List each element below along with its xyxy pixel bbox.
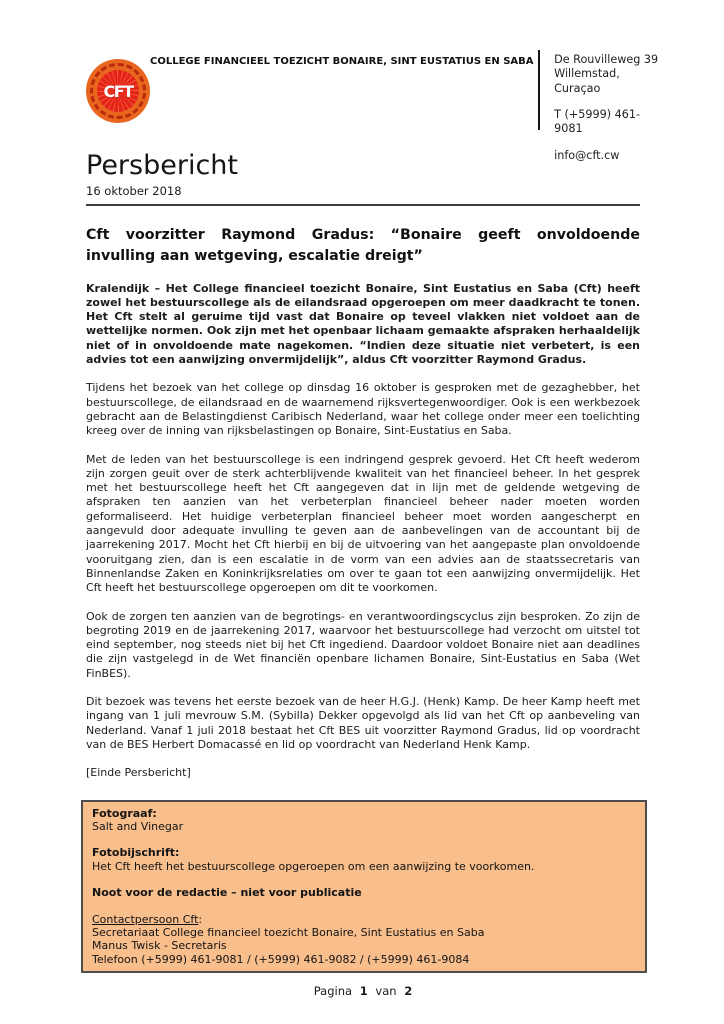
contact-person-line: Manus Twisk - Secretaris [92,939,227,953]
photographer-value: Salt and Vinegar [92,819,184,833]
photo-caption-value: Het Cft heeft het bestuurscollege opgeroepen om een aanwijzing te voorkomen. [92,859,535,873]
photo-caption-label: Fotobijschrift: [92,846,180,860]
body-paragraph: Dit bezoek was tevens het eerste bezoek van de heer H.G.J. (Henk) Kamp. De heer Kamp heeft met ingang van 1 juli mevrouw S.M. (Sybilla) Dekker opgevolgd als lid van het Cft op aanbeveling van Nederland. Vanaf 1 juli 2018 bestaat het Cft BES uit voorzitter Raymond Gradus, lid op voordracht van de BES Herbert Domacassé en lid op voordracht van Nederland Henk Kamp. [86,695,640,751]
footer-conjunction: van [375,984,397,999]
contact-person-label: Contactpersoon Cft [92,912,199,926]
document-type-title: Persbericht [86,150,238,181]
contact-phone: T (+5999) 461-9081 [554,107,641,136]
contact-address-line1: De Rouvilleweg 39 [554,53,659,66]
footer-prefix: Pagina [313,984,353,999]
lead-paragraph: Kralendijk – Het College financieel toezicht Bonaire, Sint Eustatius en Saba (Cft) heeft zowel het bestuurscollege als de eilandsraad opgeroepen om meer daadkracht te tonen. Het Cft stelt al geruime tijd vast dat Bonaire op teveel vlakken niet voldoet aan de wettelijke normen. Ook zijn met het openbaar lichaam gemaakte afspraken herhaaldelijk niet of in onvoldoende mate nagekomen. “Indien deze situatie niet verbetert, is een advies tot een aanwijzing onvermijdelijk”, aldus Cft voorzitter Raymond Gradus. [86,281,640,367]
footer-total-pages: 2 [404,984,413,999]
contact-person-line: Secretariaat College financieel toezicht Bonaire, Sint Eustatius en Saba [92,925,485,939]
photographer-label: Fotograaf: [92,806,157,820]
contact-person-heading [92,913,636,926]
document-body [86,150,640,998]
contact-person-group [92,913,636,967]
contact-address-line2: Willemstad, Curaçao [554,67,620,95]
document-date: 16 oktober 2018 [86,184,182,198]
contact-email: info@cft.cw [554,148,620,162]
photographer-group [92,807,636,834]
organization-title: COLLEGE FINANCIEEL TOEZICHT BONAIRE, SINT EUSTATIUS EN SABA [150,56,534,67]
photo-caption-group [92,846,636,873]
body-paragraph: Met de leden van het bestuurscollege is een indringend gesprek gevoerd. Het Cft heeft wederom zijn zorgen geuit over de sterk achterblijvende kwaliteit van het financieel beheer. In het gesprek met het bestuurscollege heeft het Cft aangegeven dat in lijn met de geldende wetgeving de afspraken ten aanzien van het verbeterplan financieel beheer nader moeten worden geformaliseerd. Het huidige verbeterplan financieel beheer moet worden aangescherpt en aangevuld door adequate invulling te geven aan de aanbevelingen van de accountant bij de jaarrekening 2017. Mocht het Cft hierbij en bij de uitvoering van het aangepaste plan onvoldoende vooruitgang zien, dan is een escalatie in de vorm van een advies aan de staatssecretaris van Binnenlandse Zaken en Koninkrijksrelaties om over te gaan tot een aanwijzing onvermijdelijk. Het Cft heeft het bestuurscollege opgeroepen om dit te voorkomen. [86,452,640,595]
contact-person-line: Telefoon (+5999) 461-9081 / (+5999) 461-9082 / (+5999) 461-9084 [92,952,470,966]
cft-logo-letters: CFT [103,81,133,101]
footer-page-number: 1 [359,984,368,999]
body-paragraph: Ook de zorgen ten aanzien van de begrotings- en verantwoordingscyclus zijn besproken. Zo zijn de begroting 2019 en de jaarrekening 2017, waarvoor het bestuurscollege had verzocht om uitstel tot eind september, nog steeds niet bij het Cft ingediend. Daardoor voldoet Bonaire niet aan deadlines die zijn vastgelegd in de Wet financiën openbare lichamen Bonaire, Sint-Eustatius en Saba (Wet FinBES). [86,609,640,680]
cft-logo-seal-icon [97,70,139,112]
contact-gap [554,96,662,108]
page-number-footer [86,984,640,998]
contact-person-colon: : [198,912,203,926]
editor-note-group [92,886,636,899]
contact-block [540,50,662,163]
editorial-note-box [81,800,647,974]
title-rule [86,204,640,206]
letterhead [86,50,662,163]
editor-note-text: Noot voor de redactie – niet voor publicatie [92,886,362,900]
end-of-release-marker: [Einde Persbericht] [86,766,191,780]
contact-gap [554,137,662,149]
press-release-headline: Cft voorzitter Raymond Gradus: “Bonaire geeft onvoldoende invulling aan wetgeving, escalatie dreigt” [86,227,640,265]
body-paragraph: Tijdens het bezoek van het college op dinsdag 16 oktober is gesproken met de gezaghebber, het bestuurscollege, de eilandsraad en de waarnemend rijksvertegenwoordiger. Ook is een werkbezoek gebracht aan de Belastingdienst Caribisch Nederland, waar het college onder meer een toelichting kreeg over de inning van rijksbelastingen op Bonaire, Sint-Eustatius en Saba. [86,381,640,438]
cft-logo [86,59,150,123]
